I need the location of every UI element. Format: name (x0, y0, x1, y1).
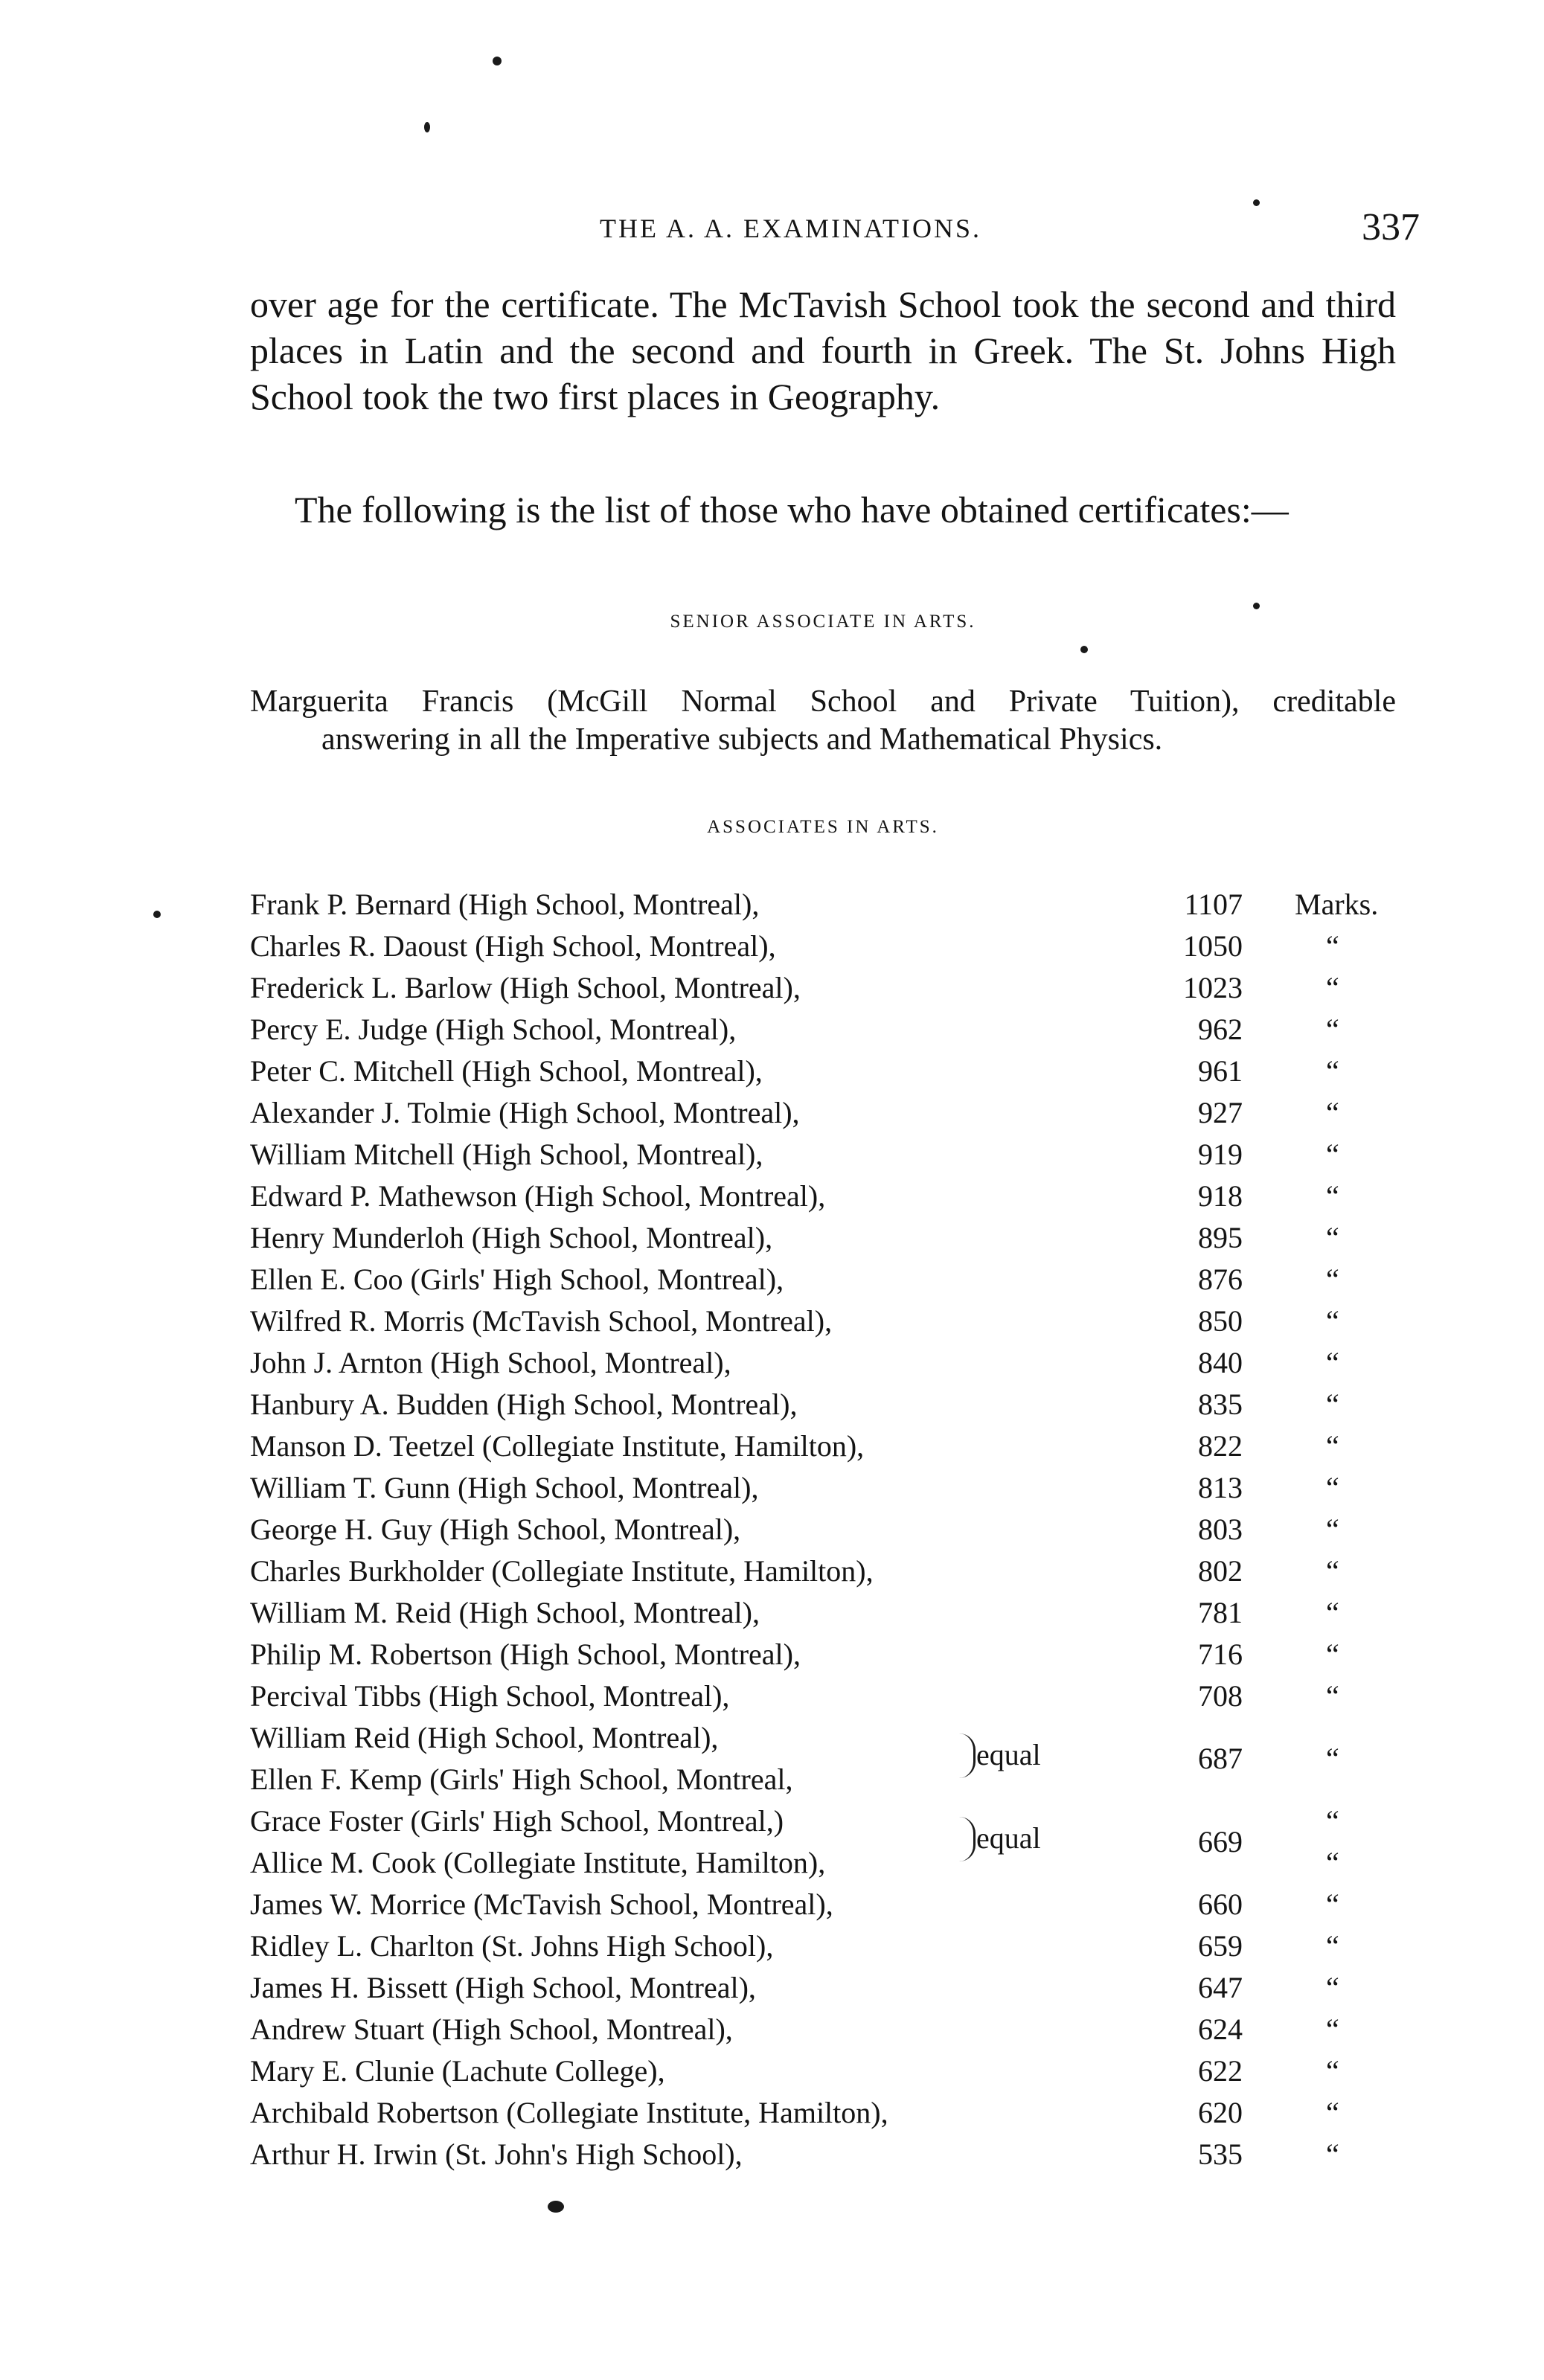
list-item (0, 1342, 1544, 1384)
student-marks: 687 (1198, 1742, 1243, 1775)
list-item (0, 1717, 1544, 1759)
list-item (0, 1467, 1544, 1509)
student-name: Ellen E. Coo (Girls' High School, Montreal), (250, 1263, 784, 1296)
ditto-mark: “ (1326, 1471, 1339, 1504)
student-marks: 647 (1198, 1971, 1243, 2004)
student-name: Mary E. Clunie (Lachute College), (250, 2054, 665, 2088)
student-marks: 840 (1198, 1346, 1243, 1379)
student-name: William Reid (High School, Montreal), (250, 1721, 719, 1754)
ditto-mark: “ (1326, 2096, 1339, 2129)
list-item (0, 1884, 1544, 1925)
student-name: Percy E. Judge (High School, Montreal), (250, 1013, 737, 1046)
senior-associate-heading: SENIOR ASSOCIATE IN ARTS. (670, 612, 976, 632)
print-speck (493, 57, 502, 65)
student-name: James W. Morrice (McTavish School, Montreal), (250, 1887, 833, 1921)
student-marks: 822 (1198, 1429, 1243, 1463)
senior-entry-line-1: Marguerita Francis (McGill Normal School and Private Tuition), creditable (250, 684, 1396, 719)
ditto-mark: “ (1326, 1054, 1339, 1088)
student-marks: 813 (1198, 1471, 1243, 1504)
student-marks: 962 (1198, 1013, 1243, 1046)
print-speck (548, 2201, 564, 2213)
ditto-mark: “ (1326, 1804, 1339, 1838)
ditto-mark: “ (1326, 1679, 1339, 1713)
list-item (0, 1842, 1544, 1884)
student-marks: 919 (1198, 1138, 1243, 1171)
student-name: Alexander J. Tolmie (High School, Montreal), (250, 1096, 800, 1129)
student-marks: 781 (1198, 1596, 1243, 1629)
list-item (0, 1051, 1544, 1092)
list-item (0, 1592, 1544, 1634)
student-marks: 1023 (1183, 971, 1243, 1004)
ditto-mark: “ (1326, 1429, 1339, 1463)
student-marks: 850 (1198, 1304, 1243, 1338)
ditto-mark: “ (1326, 1388, 1339, 1421)
student-name: Percival Tibbs (High School, Montreal), (250, 1679, 730, 1713)
list-item (0, 1759, 1544, 1800)
ditto-mark: “ (1326, 1596, 1339, 1629)
student-name: Ridley L. Charlton (St. Johns High School), (250, 1929, 774, 1963)
student-name: Allice M. Cook (Collegiate Institute, Hamilton), (250, 1846, 826, 1879)
list-item (0, 967, 1544, 1009)
print-speck (424, 122, 430, 132)
ditto-mark: “ (1326, 1179, 1339, 1213)
marks-unit: Marks. (1295, 888, 1379, 921)
list-item (0, 1925, 1544, 1967)
student-name: William Mitchell (High School, Montreal), (250, 1138, 763, 1171)
running-title: THE A. A. EXAMINATIONS. (600, 214, 981, 243)
list-item (0, 1634, 1544, 1675)
ditto-mark: “ (1326, 929, 1339, 963)
list-item (0, 2134, 1544, 2175)
ditto-mark: “ (1326, 971, 1339, 1004)
student-marks: 961 (1198, 1054, 1243, 1088)
list-item (0, 1675, 1544, 1717)
student-marks: 624 (1198, 2012, 1243, 2046)
intro-paragraph-2: The following is the list of those who have obtained certificates:— (295, 489, 1289, 530)
senior-entry-line-2: answering in all the Imperative subjects and Mathematical Physics. (321, 722, 1163, 757)
print-speck (153, 911, 161, 918)
list-item (0, 1384, 1544, 1425)
student-marks: 895 (1198, 1221, 1243, 1254)
student-marks: 659 (1198, 1929, 1243, 1963)
student-name: William T. Gunn (High School, Montreal), (250, 1471, 759, 1504)
student-marks: 716 (1198, 1638, 1243, 1671)
ditto-mark: “ (1326, 1138, 1339, 1171)
intro-paragraph-1: over age for the certificate. The McTavish School took the second and third places in Latin and the second and fourth in Greek. The St. Johns High School took the two first places in Geography. (250, 283, 1396, 417)
list-item (0, 1092, 1544, 1134)
student-marks: 835 (1198, 1388, 1243, 1421)
list-item (0, 1509, 1544, 1550)
list-item (0, 1175, 1544, 1217)
student-name: Charles R. Daoust (High School, Montreal), (250, 929, 776, 963)
student-name: Philip M. Robertson (High School, Montreal), (250, 1638, 801, 1671)
ditto-mark: “ (1326, 1638, 1339, 1671)
ditto-mark: “ (1326, 1887, 1339, 1921)
print-speck (1080, 646, 1088, 653)
ditto-mark: “ (1326, 1304, 1339, 1338)
student-marks: 622 (1198, 2054, 1243, 2088)
student-name: Hanbury A. Budden (High School, Montreal), (250, 1388, 798, 1421)
student-name: Wilfred R. Morris (McTavish School, Montreal), (250, 1304, 833, 1338)
ditto-mark: “ (1326, 1221, 1339, 1254)
list-item (0, 1134, 1544, 1175)
list-item (0, 1967, 1544, 2009)
list-item (0, 1259, 1544, 1300)
list-item (0, 1217, 1544, 1259)
student-marks: 669 (1198, 1825, 1243, 1858)
student-name: George H. Guy (High School, Montreal), (250, 1513, 741, 1546)
student-marks: 620 (1198, 2096, 1243, 2129)
list-item (0, 1800, 1544, 1842)
equal-label: equal (976, 1738, 1041, 1771)
student-marks: 708 (1198, 1679, 1243, 1713)
student-marks: 876 (1198, 1263, 1243, 1296)
student-name: John J. Arnton (High School, Montreal), (250, 1346, 731, 1379)
print-speck (1253, 199, 1260, 206)
page-number: 337 (1362, 206, 1420, 248)
associates-heading: ASSOCIATES IN ARTS. (707, 817, 939, 837)
print-speck (1253, 603, 1260, 609)
student-name: Andrew Stuart (High School, Montreal), (250, 2012, 733, 2046)
student-marks: 927 (1198, 1096, 1243, 1129)
student-name: James H. Bissett (High School, Montreal), (250, 1971, 756, 2004)
student-marks: 535 (1198, 2137, 1243, 2171)
ditto-mark: “ (1326, 1513, 1339, 1546)
list-item (0, 1009, 1544, 1051)
student-marks: 1050 (1183, 929, 1243, 963)
student-marks: 660 (1198, 1887, 1243, 1921)
student-name: Frederick L. Barlow (High School, Montreal), (250, 971, 801, 1004)
ditto-mark: “ (1326, 1929, 1339, 1963)
ditto-mark: “ (1326, 1346, 1339, 1379)
student-marks: 802 (1198, 1554, 1243, 1588)
list-item (0, 1425, 1544, 1467)
student-name: Arthur H. Irwin (St. John's High School), (250, 2137, 743, 2171)
ditto-mark: “ (1326, 1846, 1339, 1879)
ditto-mark: “ (1326, 2054, 1339, 2088)
ditto-mark: “ (1326, 2012, 1339, 2046)
list-item (0, 884, 1544, 926)
ditto-mark: “ (1326, 1554, 1339, 1588)
student-name: Peter C. Mitchell (High School, Montreal), (250, 1054, 763, 1088)
list-item (0, 1300, 1544, 1342)
list-item (0, 926, 1544, 967)
list-item (0, 2050, 1544, 2092)
ditto-mark: “ (1326, 1742, 1339, 1775)
ditto-mark: “ (1326, 1971, 1339, 2004)
student-name: William M. Reid (High School, Montreal), (250, 1596, 760, 1629)
student-name: Ellen F. Kemp (Girls' High School, Montreal, (250, 1762, 793, 1796)
list-item (0, 2092, 1544, 2134)
list-item (0, 1550, 1544, 1592)
student-name: Charles Burkholder (Collegiate Institute, Hamilton), (250, 1554, 874, 1588)
student-marks: 803 (1198, 1513, 1243, 1546)
ditto-mark: “ (1326, 1263, 1339, 1296)
ditto-mark: “ (1326, 1013, 1339, 1046)
student-name: Edward P. Mathewson (High School, Montreal), (250, 1179, 826, 1213)
ditto-mark: “ (1326, 1096, 1339, 1129)
student-name: Grace Foster (Girls' High School, Montreal,) (250, 1804, 784, 1838)
student-marks: 1107 (1184, 888, 1243, 921)
list-item (0, 2009, 1544, 2050)
student-name: Archibald Robertson (Collegiate Institute, Hamilton), (250, 2096, 888, 2129)
student-marks: 918 (1198, 1179, 1243, 1213)
ditto-mark: “ (1326, 2137, 1339, 2171)
student-name: Henry Munderloh (High School, Montreal), (250, 1221, 773, 1254)
student-name: Manson D. Teetzel (Collegiate Institute, Hamilton), (250, 1429, 865, 1463)
student-name: Frank P. Bernard (High School, Montreal), (250, 888, 760, 921)
equal-label: equal (976, 1821, 1041, 1855)
